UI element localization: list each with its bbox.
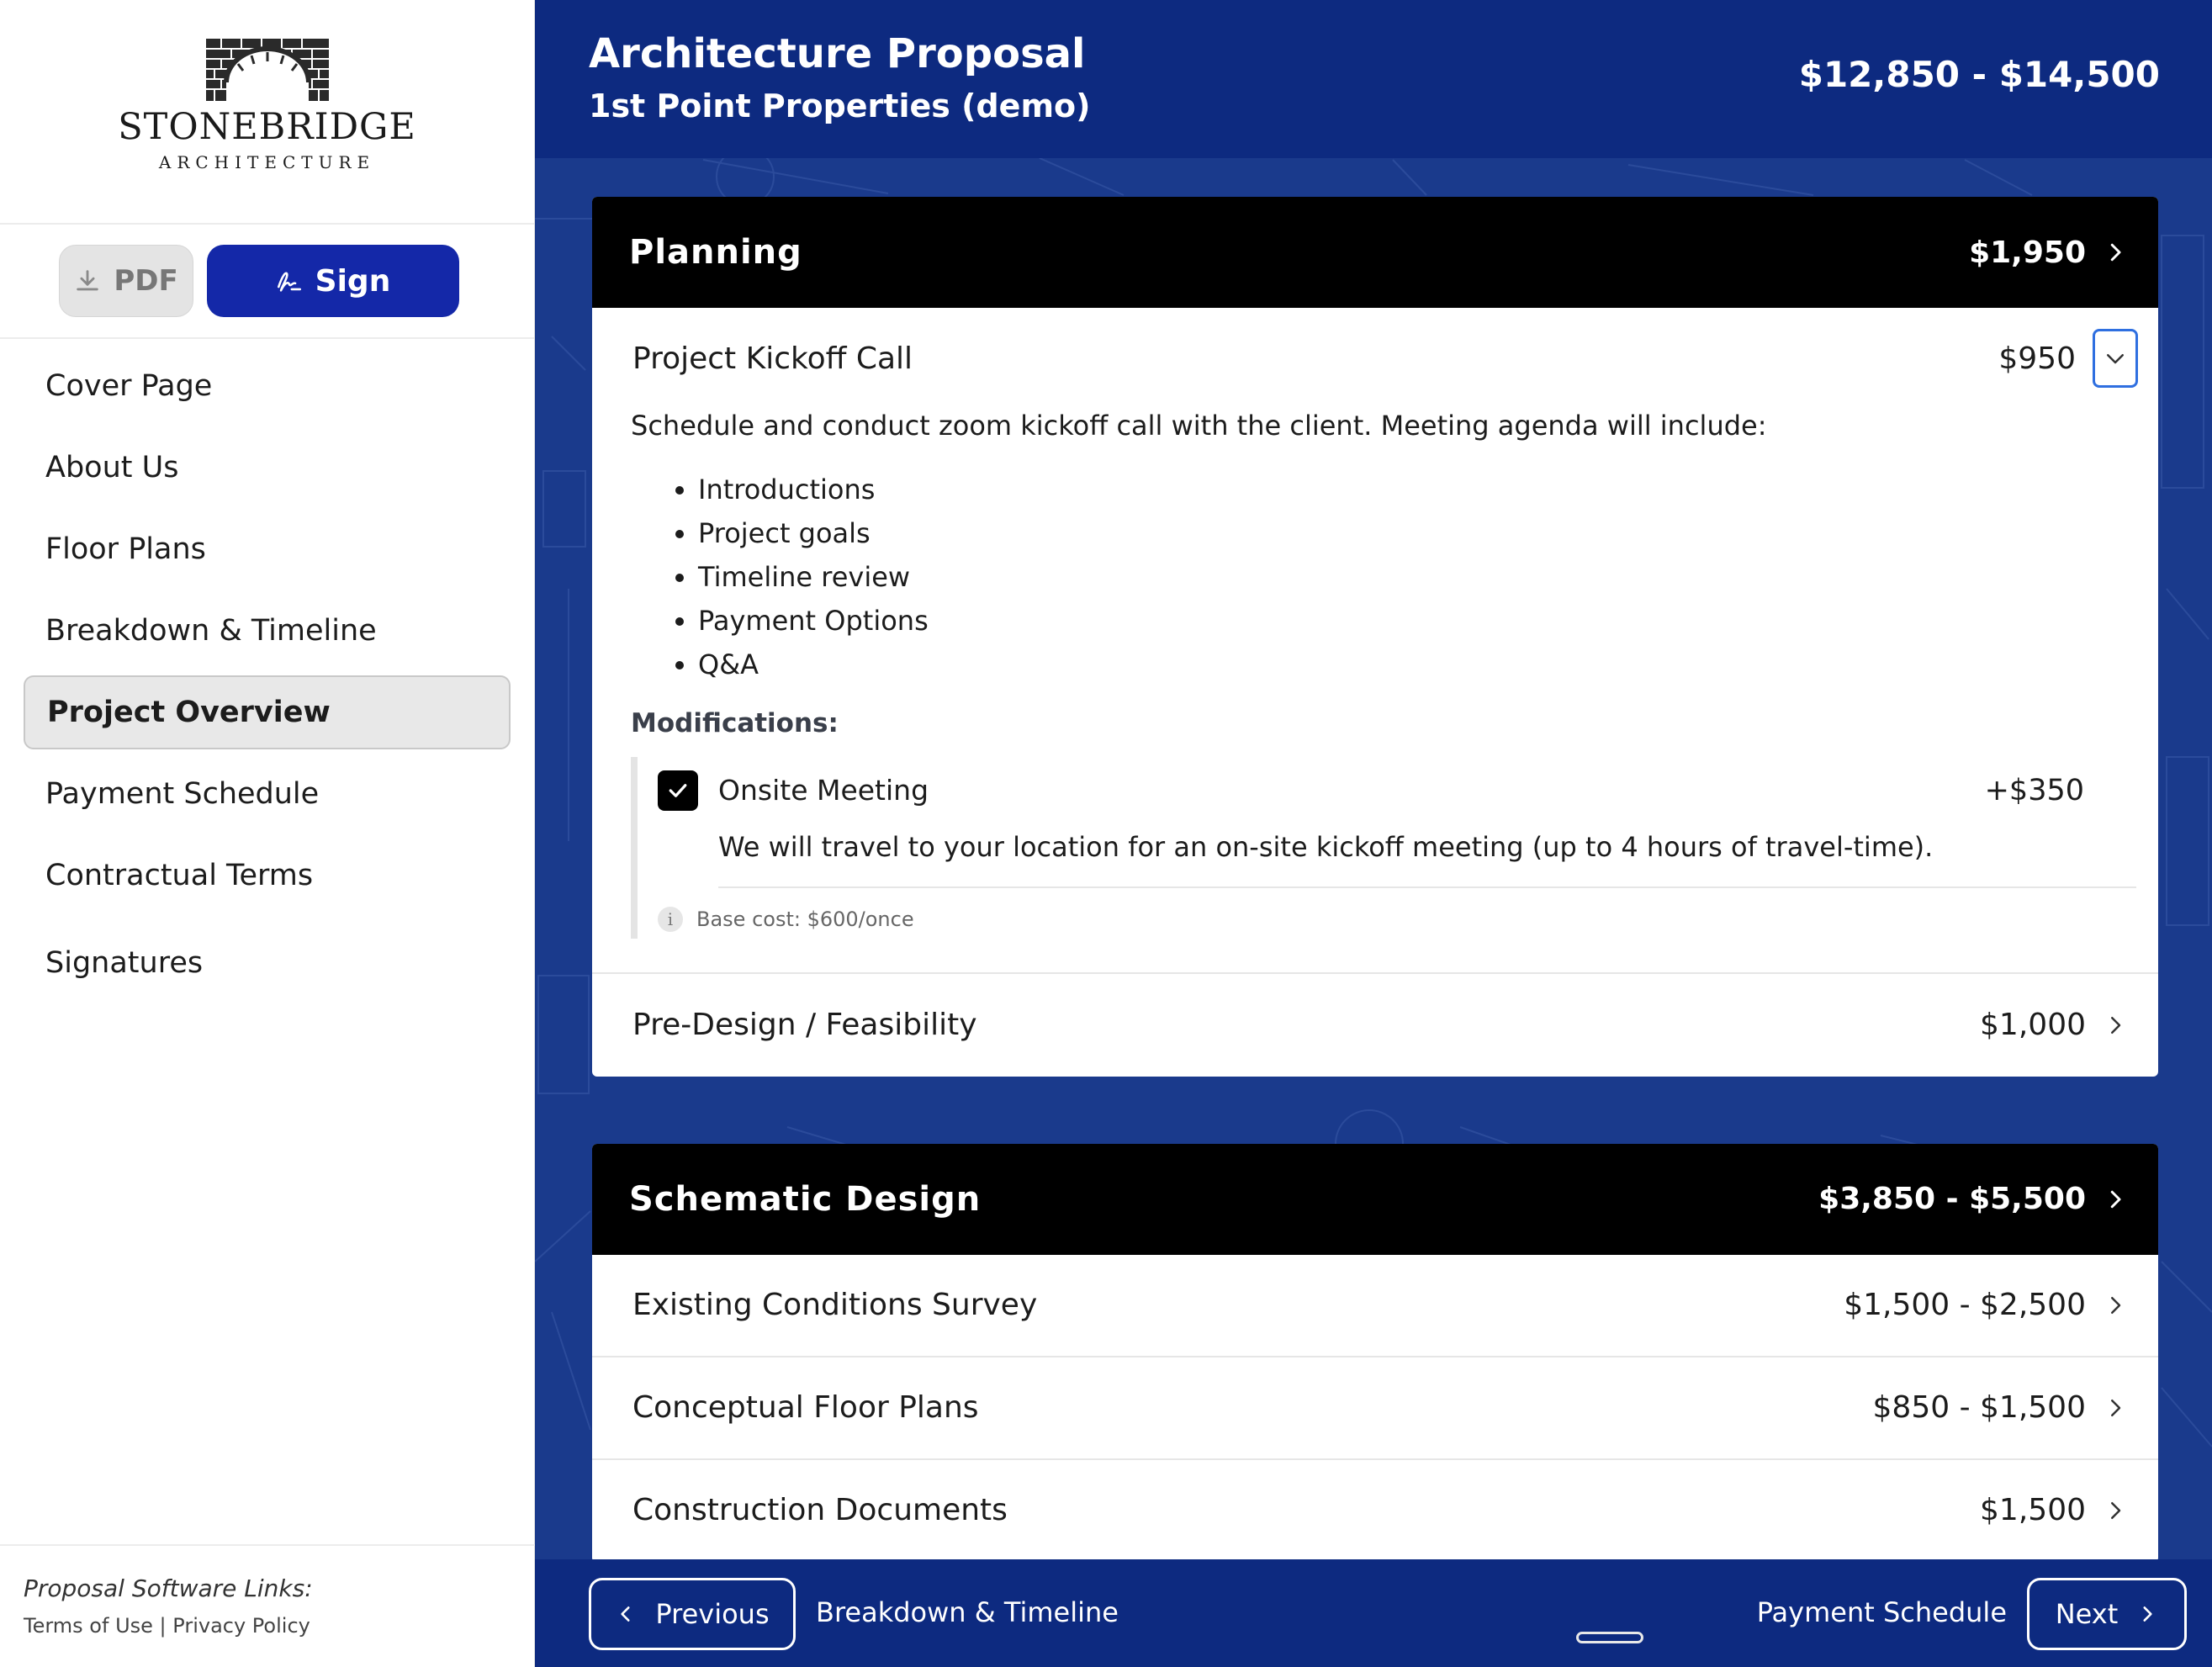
line-item-name: Existing Conditions Survey xyxy=(632,1288,1038,1323)
main-panel xyxy=(535,0,2212,1667)
proposal-total: $12,850 - $14,500 xyxy=(1798,54,2160,95)
nav-item-breakdown-timeline[interactable]: Breakdown & Timeline xyxy=(45,614,377,648)
brand-name: STONEBRIDGE xyxy=(118,106,416,148)
section-title: Planning xyxy=(629,233,802,272)
home-indicator[interactable] xyxy=(1576,1632,1643,1643)
section-header[interactable] xyxy=(592,1144,2158,1255)
line-item-price-group xyxy=(1844,1288,2128,1322)
bottom-navigation xyxy=(535,1559,2212,1667)
modification-box xyxy=(631,757,2136,939)
chevron-right-icon xyxy=(2103,240,2128,265)
proposal-title: Architecture Proposal xyxy=(589,30,1086,77)
collapse-toggle-button[interactable] xyxy=(2093,329,2138,388)
onsite-meeting-checkbox[interactable] xyxy=(658,770,698,811)
section-price: $1,950 xyxy=(1969,235,2086,270)
modification-left xyxy=(658,770,929,811)
chevron-right-icon xyxy=(2136,1603,2158,1625)
pdf-button-label: PDF xyxy=(114,264,178,298)
sign-button[interactable] xyxy=(207,245,459,317)
footer-title: Proposal Software Links: xyxy=(24,1574,313,1602)
privacy-policy-link[interactable]: Privacy Policy xyxy=(172,1614,310,1638)
modifications-title: Modifications: xyxy=(631,707,839,738)
sidebar xyxy=(0,0,535,1667)
base-cost-note xyxy=(658,907,2136,932)
line-item-price: $1,500 xyxy=(1980,1493,2086,1528)
agenda-item: • Introductions xyxy=(698,468,2136,511)
line-item-price-group xyxy=(1998,329,2138,388)
nav-item-floor-plans[interactable]: Floor Plans xyxy=(45,532,206,566)
line-item-price: $1,000 xyxy=(1980,1008,2086,1043)
line-item-price-group xyxy=(1873,1390,2128,1425)
section-price-group xyxy=(1969,235,2128,270)
sidebar-nav xyxy=(0,339,534,1000)
previous-page-name[interactable]: Breakdown & Timeline xyxy=(816,1596,1119,1628)
nav-item-payment-schedule[interactable]: Payment Schedule xyxy=(45,777,320,811)
base-cost-text: Base cost: $600/once xyxy=(696,907,914,931)
line-item-row[interactable] xyxy=(592,1255,2158,1357)
pdf-button[interactable] xyxy=(59,245,193,317)
section-title: Schematic Design xyxy=(629,1179,982,1219)
line-item-price: $850 - $1,500 xyxy=(1872,1390,2086,1426)
chevron-right-icon xyxy=(2103,1395,2128,1421)
line-item-details xyxy=(592,409,2158,974)
agenda-item: • Q&A xyxy=(698,643,2136,686)
signature-icon xyxy=(275,267,304,295)
line-item-row[interactable] xyxy=(592,974,2158,1077)
line-item-price-group xyxy=(1980,1008,2128,1042)
previous-button-label: Previous xyxy=(655,1598,770,1630)
brand-tagline: ARCHITECTURE xyxy=(158,152,376,172)
arch-logo-icon xyxy=(206,39,329,101)
agenda-item: • Timeline review xyxy=(698,555,2136,599)
section-card-planning xyxy=(592,197,2158,1077)
section-header[interactable] xyxy=(592,197,2158,308)
action-bar xyxy=(0,225,534,339)
line-item-header[interactable] xyxy=(592,308,2158,409)
info-icon: i xyxy=(658,907,683,932)
section-price-group xyxy=(1818,1182,2128,1216)
line-item-row[interactable] xyxy=(592,1460,2158,1559)
line-item-price: $1,500 - $2,500 xyxy=(1844,1288,2086,1323)
sidebar-footer xyxy=(0,1544,535,1667)
modification-price: +$350 xyxy=(1984,773,2084,807)
footer-separator: | xyxy=(159,1614,167,1638)
chevron-right-icon xyxy=(2103,1498,2128,1523)
line-item-price: $950 xyxy=(1998,341,2076,376)
chevron-down-icon xyxy=(2103,346,2128,371)
check-icon xyxy=(665,778,691,803)
modification-name: Onsite Meeting xyxy=(718,774,929,807)
agenda-item: • Project goals xyxy=(698,511,2136,555)
line-item-name: Project Kickoff Call xyxy=(632,341,913,376)
modification-description: We will travel to your location for an on-site kickoff meeting (up to 4 hours of travel-time). xyxy=(718,831,2136,888)
line-item-row[interactable] xyxy=(592,1357,2158,1460)
proposal-content[interactable] xyxy=(592,197,2158,1559)
line-item-name: Construction Documents xyxy=(632,1493,1008,1528)
chevron-right-icon xyxy=(2103,1013,2128,1038)
modification-option[interactable] xyxy=(658,770,2136,811)
line-item-name: Conceptual Floor Plans xyxy=(632,1390,979,1426)
client-name: 1st Point Properties (demo) xyxy=(589,87,1091,124)
next-button-label: Next xyxy=(2055,1598,2119,1630)
nav-item-contractual-terms[interactable]: Contractual Terms xyxy=(45,859,314,892)
logo xyxy=(0,0,534,225)
section-card-schematic-design xyxy=(592,1144,2158,1559)
chevron-left-icon xyxy=(615,1603,637,1625)
nav-item-project-overview[interactable]: Project Overview xyxy=(24,675,511,749)
proposal-header xyxy=(535,0,2212,158)
agenda-item: • Payment Options xyxy=(698,599,2136,643)
previous-button[interactable] xyxy=(589,1578,796,1650)
nav-item-signatures[interactable]: Signatures xyxy=(45,946,204,980)
section-price: $3,850 - $5,500 xyxy=(1818,1182,2086,1217)
line-item-name: Pre-Design / Feasibility xyxy=(632,1008,977,1043)
nav-item-cover-page[interactable]: Cover Page xyxy=(45,369,213,403)
agenda-list xyxy=(698,468,2136,686)
line-item-description: Schedule and conduct zoom kickoff call with the client. Meeting agenda will include: xyxy=(631,410,1767,442)
chevron-right-icon xyxy=(2103,1187,2128,1212)
chevron-right-icon xyxy=(2103,1293,2128,1318)
footer-links xyxy=(24,1614,511,1638)
nav-item-about-us[interactable]: About Us xyxy=(45,451,179,484)
terms-of-use-link[interactable]: Terms of Use xyxy=(24,1614,153,1638)
line-item-price-group xyxy=(1980,1493,2128,1527)
next-button[interactable] xyxy=(2027,1578,2187,1650)
download-icon xyxy=(73,267,102,295)
next-page-name[interactable]: Payment Schedule xyxy=(1756,1596,2007,1628)
sign-button-label: Sign xyxy=(315,263,391,299)
